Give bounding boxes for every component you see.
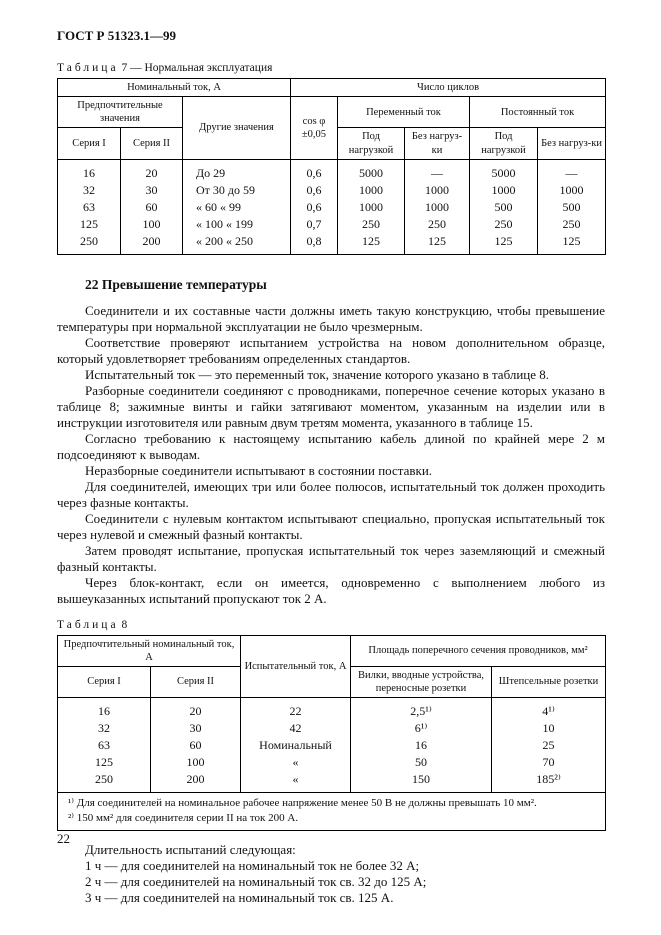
paragraph: Соединители с нулевым контактом испытывают специально, пропуская испытательный ток через нулевой и смежный фазный контакты.: [57, 510, 605, 542]
table-row: [58, 754, 606, 771]
page-number: 22: [57, 831, 70, 846]
cell: 16: [58, 159, 121, 182]
cell: 125: [470, 233, 538, 255]
table7: [57, 78, 606, 255]
duration-item: 1 ч — для соединителей на номинальный ток не более 32 А;: [85, 857, 420, 873]
column-header-sockets: Штепсельные розетки: [492, 666, 606, 697]
paragraph: Через блок-контакт, если он имеется, одновременно с выполнением любого из вышеуказанных испытаний пропускают ток 2 А.: [57, 574, 605, 606]
cell: 1000: [338, 199, 405, 216]
cell: 42: [241, 720, 351, 737]
cell: 250: [338, 216, 405, 233]
column-header-cos-phi: [291, 97, 338, 160]
cell: « 100 « 199: [183, 216, 291, 233]
cell: «: [241, 754, 351, 771]
cos-phi-line2: ±0,05: [301, 128, 327, 140]
cell: 250: [538, 216, 606, 233]
table-row: [58, 720, 606, 737]
column-header-preferred-nominal: Предпочтительный номинальный ток, А: [58, 635, 241, 666]
column-header-ac: Переменный ток: [338, 97, 470, 128]
paragraph: Разборные соединители соединяют с проводниками, поперечное сечение которых указано в таблице 8; зажимные винты и гайки затягивают моментом, указанным на изделии или в инструкции изготовителя или равным двум третям момента, указанного в таблице 15.: [57, 382, 605, 430]
cell: 100: [151, 754, 241, 771]
table8-caption-word: Таблица: [57, 618, 119, 631]
column-header-cycles: Число циклов: [291, 79, 606, 97]
cell: 2,5¹⁾: [351, 698, 492, 721]
cell: 25: [492, 737, 606, 754]
cell: 250: [58, 233, 121, 255]
cell: 1000: [338, 182, 405, 199]
cell: 60: [121, 199, 183, 216]
cell: 0,8: [291, 233, 338, 255]
footnotes: [58, 793, 606, 831]
paragraph: Соединители и их составные части должны иметь такую конструкцию, чтобы превышение температуры при нормальной эксплуатации не было чрезмерным.: [57, 302, 605, 334]
cell: 50: [351, 754, 492, 771]
cell: 125: [405, 233, 470, 255]
cell: 63: [58, 737, 151, 754]
column-header-nominal-current: Номинальный ток, А: [58, 79, 291, 97]
cell: 0,6: [291, 159, 338, 182]
column-header-plugs: Вилки, вводные устройства, переносные розетки: [351, 666, 492, 697]
table-row: [58, 199, 606, 216]
column-header-other-values: Другие значения: [183, 97, 291, 160]
column-header-no-load-ac: Без нагруз-ки: [405, 128, 470, 159]
cell: 10: [492, 720, 606, 737]
paragraph: Неразборные соединители испытывают в состоянии поставки.: [85, 462, 433, 478]
cell: Номинальный: [241, 737, 351, 754]
duration-item: 3 ч — для соединителей на номинальный ток св. 125 А.: [85, 889, 394, 905]
cell: 60: [151, 737, 241, 754]
table-row: [58, 771, 606, 793]
duration-intro: Длительность испытаний следующая:: [85, 841, 296, 857]
cell: 63: [58, 199, 121, 216]
column-header-series2: Серия II: [121, 128, 183, 159]
cell: 125: [538, 233, 606, 255]
duration-item: 2 ч — для соединителей на номинальный ток св. 32 до 125 А;: [85, 873, 427, 889]
cell: « 200 « 250: [183, 233, 291, 255]
paragraph: Затем проводят испытание, пропуская испытательный ток через заземляющий и смежный фазный контакты.: [57, 542, 605, 574]
cell: 20: [121, 159, 183, 182]
column-header-under-load-ac: Под нагрузкой: [338, 128, 405, 159]
column-header-cross-section: Площадь поперечного сечения проводников, мм²: [351, 635, 606, 666]
cell: 200: [151, 771, 241, 793]
cell: —: [405, 159, 470, 182]
duration-block: [57, 842, 605, 906]
cell: 6¹⁾: [351, 720, 492, 737]
cell: 250: [58, 771, 151, 793]
cell: 125: [58, 216, 121, 233]
paragraph: Согласно требованию к настоящему испытанию кабель длиной по крайней мере 2 м подсоединяют к выводам.: [57, 430, 605, 462]
cell: 5000: [338, 159, 405, 182]
cell: « 60 « 99: [183, 199, 291, 216]
cell: 22: [241, 698, 351, 721]
table-row: [58, 159, 606, 182]
paragraph: Для соединителей, имеющих три или более полюсов, испытательный ток должен проходить через фазные контакты.: [57, 478, 605, 510]
cell: 0,6: [291, 182, 338, 199]
table7-caption-rest: 7 — Нормальная эксплуатация: [121, 62, 273, 74]
cell: 4¹⁾: [492, 698, 606, 721]
cell: 70: [492, 754, 606, 771]
table7-caption: [57, 62, 605, 74]
column-header-series1: Серия I: [58, 666, 151, 697]
paragraph: Испытательный ток — это переменный ток, значение которого указано в таблице 8.: [85, 366, 550, 382]
column-header-series2: Серия II: [151, 666, 241, 697]
cell: 500: [470, 199, 538, 216]
cell: 1000: [405, 182, 470, 199]
cell: 32: [58, 182, 121, 199]
table-row: [58, 698, 606, 721]
cell: 150: [351, 771, 492, 793]
cell: 1000: [470, 182, 538, 199]
cell: 1000: [538, 182, 606, 199]
column-header-no-load-dc: Без нагруз-ки: [538, 128, 606, 159]
cell: 125: [58, 754, 151, 771]
cell: 200: [121, 233, 183, 255]
cell: От 30 до 59: [183, 182, 291, 199]
cell: 100: [121, 216, 183, 233]
cell: До 29: [183, 159, 291, 182]
cell: 1000: [405, 199, 470, 216]
footnote-row: [58, 793, 606, 831]
cell: 32: [58, 720, 151, 737]
table8-caption: [57, 619, 605, 631]
doc-code: ГОСТ Р 51323.1—99: [57, 28, 176, 43]
cell: 5000: [470, 159, 538, 182]
cell: 30: [121, 182, 183, 199]
table-row: [58, 182, 606, 199]
cell: 0,6: [291, 199, 338, 216]
paragraph: Соответствие проверяют испытанием устройства на новом дополнительном образце, который удовлетворяет требованиям определенных стандартов.: [57, 334, 605, 366]
table-row: [58, 233, 606, 255]
column-header-series1: Серия I: [58, 128, 121, 159]
column-header-under-load-dc: Под нагрузкой: [470, 128, 538, 159]
cell: 185²⁾: [492, 771, 606, 793]
table-row: [58, 737, 606, 754]
cell: 125: [338, 233, 405, 255]
footnote: ²⁾ 150 мм² для соединителя серии II на ток 200 А.: [68, 811, 299, 824]
table8: [57, 635, 606, 831]
table7-caption-word: Таблица: [57, 62, 119, 74]
table8-caption-rest: 8: [121, 618, 128, 631]
column-header-test-current: Испытательный ток, А: [241, 635, 351, 698]
cell: 20: [151, 698, 241, 721]
section-heading: 22 Превышение температуры: [85, 276, 267, 292]
cell: 0,7: [291, 216, 338, 233]
cell: 30: [151, 720, 241, 737]
cell: 250: [405, 216, 470, 233]
table-row: [58, 216, 606, 233]
column-header-preferred: Предпочтительные значения: [58, 97, 183, 128]
cos-phi-line1: cos φ: [302, 115, 326, 127]
cell: 250: [470, 216, 538, 233]
cell: 500: [538, 199, 606, 216]
cell: «: [241, 771, 351, 793]
column-header-dc: Постоянный ток: [470, 97, 606, 128]
cell: 16: [351, 737, 492, 754]
cell: 16: [58, 698, 151, 721]
cell: —: [538, 159, 606, 182]
footnote: ¹⁾ Для соединителей на номинальное рабочее напряжение менее 50 В не должны превышать 10 мм².: [68, 797, 537, 810]
